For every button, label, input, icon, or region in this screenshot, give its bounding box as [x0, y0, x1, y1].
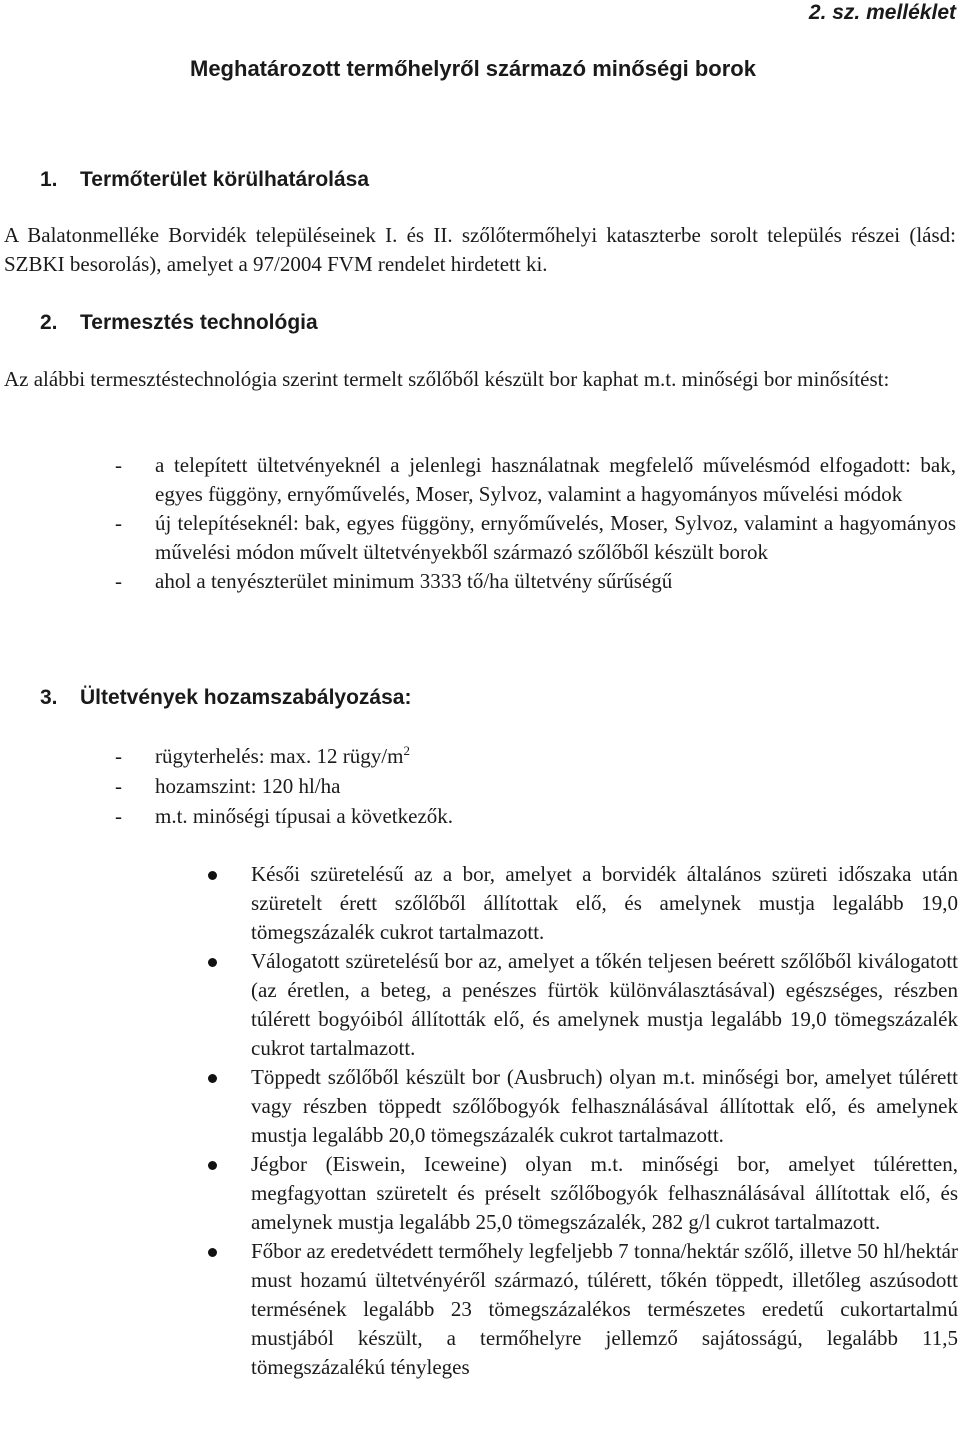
dash-marker: - [115, 511, 122, 535]
bullet-icon [208, 1074, 217, 1083]
bullet-icon [208, 1161, 217, 1170]
yield-list [0, 741, 956, 831]
list-item [0, 1237, 958, 1382]
section-3-number: 3. [40, 686, 58, 709]
section-2-text: Az alábbi termesztéstechnológia szerint termelt szőlőből készült bor kaphat m.t. minőségi bor minősítést: [4, 367, 890, 391]
list-item [0, 801, 956, 831]
list-item-text: Válogatott szüretelésű bor az, amelyet a tőkén teljesen beérett szőlőből kiválogatott (az éretlen, a beteg, a penészes fürtök különválasztásával) egészséges, részben túlérett bogyóiból állították elő, és amelynek mustja legalább 19,0 tömegszázalék cukrot tartalmazott. [251, 949, 958, 1060]
list-item-text: új telepítéseknél: bak, egyes függöny, ernyőművelés, Moser, Sylvoz, valamint a hagyományos művelési módon művelt ültetvényekből származó szőlőből készült borok [155, 511, 956, 564]
bullet-icon [208, 871, 217, 880]
section-3-title: Ültetvények hozamszabályozása: [80, 686, 412, 709]
list-item-text: a telepített ültetvényeknél a jelenlegi használatnak megfelelő művelésmód elfogadott: bak, egyes függöny, ernyőművelés, Moser, Sylvoz, valamint a hagyományos művelési módok [155, 453, 956, 506]
list-item-text: m.t. minőségi típusai a következők. [155, 804, 454, 828]
document-title: Meghatározott termőhelyről származó minőségi borok [190, 56, 756, 81]
list-item [0, 741, 956, 771]
section-1-number: 1. [40, 168, 58, 191]
bullet-icon [208, 1248, 217, 1257]
list-item [0, 1150, 958, 1237]
list-item [0, 509, 956, 567]
superscript: 2 [403, 743, 410, 758]
bullet-icon [208, 958, 217, 967]
section-3-heading [40, 684, 411, 712]
list-item [0, 860, 958, 947]
annex-label: 2. sz. melléklet [808, 1, 956, 24]
section-1-text: A Balatonmelléke Borvidék településeinek I. és II. szőlőtermőhelyi kataszterbe sorolt település részei (lásd: SZBKI besorolás), amelyet a 97/2004 FVM rendelet hirdetett ki. [4, 223, 956, 276]
list-item [0, 771, 956, 801]
list-item-text: Jégbor (Eiswein, Iceweine) olyan m.t. minőségi bor, amelyet túléretten, megfagyottan szüretelt és préselt szőlőbogyók felhasználásával állítottak elő, és amelynek mustja legalább 25,0 tömegszázalék, 282 g/l cukrot tartalmazott. [251, 1152, 958, 1234]
dash-marker: - [115, 804, 122, 828]
wine-types-list [0, 860, 958, 1382]
list-item [0, 567, 956, 596]
list-item-text: hozamszint: 120 hl/ha [155, 774, 341, 798]
list-item-text: ahol a tenyészterület minimum 3333 tő/ha ültetvény sűrűségű [155, 569, 673, 593]
list-item [0, 451, 956, 509]
list-item [0, 947, 958, 1063]
dash-marker: - [115, 744, 122, 768]
list-item [0, 1063, 958, 1150]
section-2-heading [40, 309, 318, 337]
list-item-text: Töppedt szőlőből készült bor (Ausbruch) olyan m.t. minőségi bor, amelyet túlérett vagy részben töppedt szőlőbogyók felhasználásával állítottak elő, és amelynek mustja legalább 20,0 tömegszázalék cukrot tartalmazott. [251, 1065, 958, 1147]
section-1-heading [40, 166, 369, 194]
list-item-text: rügyterhelés: max. 12 rügy/m [155, 744, 404, 768]
list-item-text: Késői szüretelésű az a bor, amelyet a borvidék általános szüreti időszaka után szüretelt érett szőlőből állítottak elő, és amelynek mustja legalább 19,0 tömegszázalék cukrot tartalmazott. [251, 862, 958, 944]
section-1-title: Termőterület körülhatárolása [80, 168, 370, 191]
list-item-text: Főbor az eredetvédett termőhely legfeljebb 7 tonna/hektár szőlő, illetve 50 hl/hektár must hozamú ültetvényéről származó, túlérett, tőkén töppedt, illetőleg aszúsodott termésének legalább 23 tömegszázalékos természetes eredetű cukortartalmú mustjából készült, a termőhelyre jellemző sajátosságú, legalább 11,5 tömegszázalékú tényleges [251, 1239, 958, 1379]
cultivation-list [0, 451, 956, 596]
dash-marker: - [115, 453, 122, 477]
section-2-title: Termesztés technológia [80, 311, 318, 334]
dash-marker: - [115, 774, 122, 798]
dash-marker: - [115, 569, 122, 593]
section-2-number: 2. [40, 311, 58, 334]
